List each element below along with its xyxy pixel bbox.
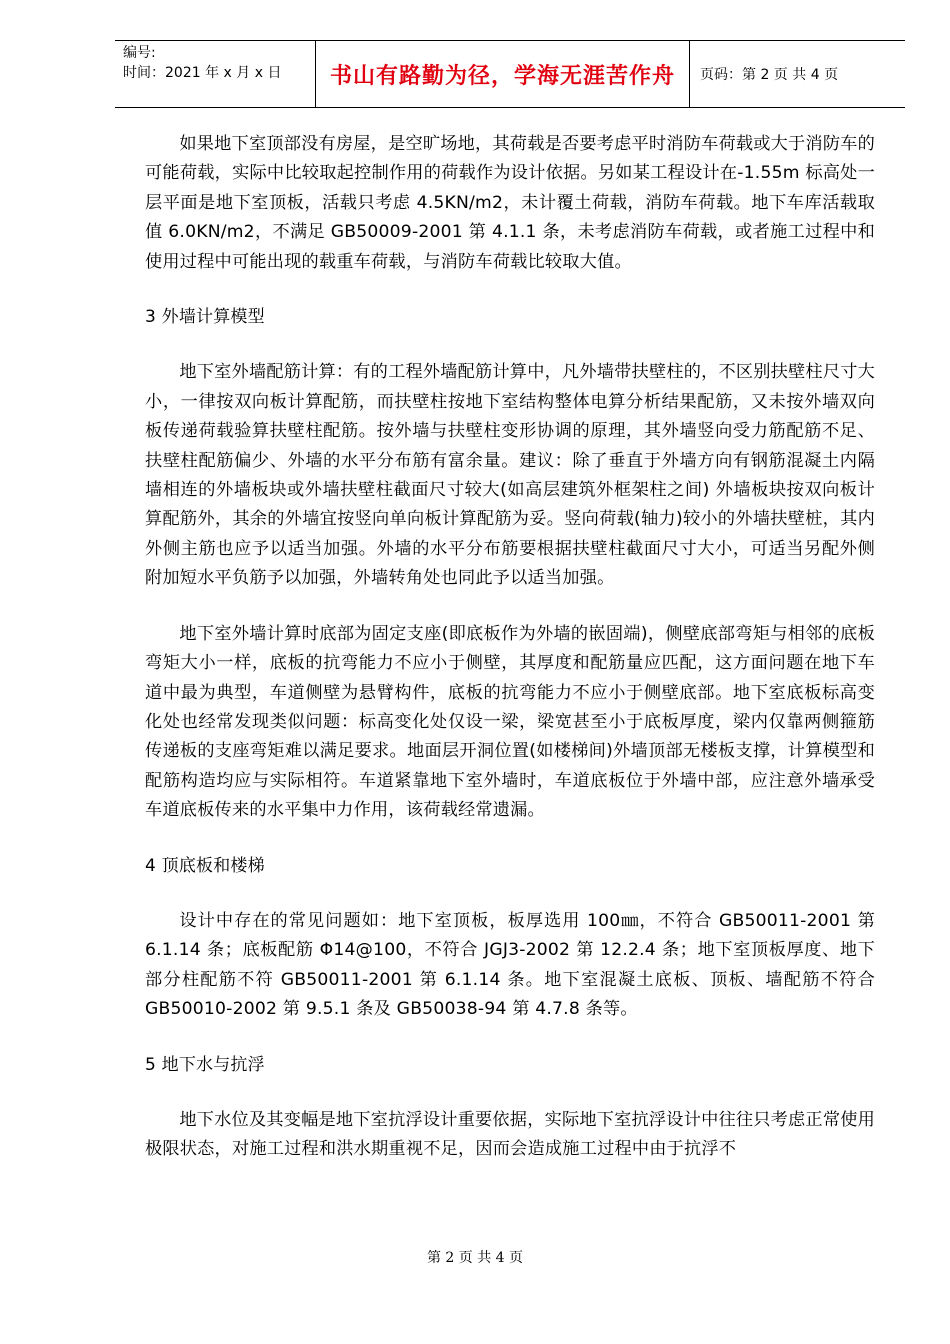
page-label: 页码：第 2 页 共 4 页 bbox=[700, 67, 839, 83]
time-label: 时间：2021 年 x 月 x 日 bbox=[123, 65, 282, 81]
number-label: 编号: bbox=[123, 45, 156, 61]
header-meta bbox=[115, 41, 315, 107]
section-heading-5: 5 地下水与抗浮 bbox=[145, 1054, 265, 1075]
section-heading-4: 4 顶底板和楼梯 bbox=[145, 855, 265, 876]
paragraph-5: 地下水位及其变幅是地下室抗浮设计重要依据，实际地下室抗浮设计中往往只考虑正常使用极限状态，对施工过程和洪水期重视不足，因而会造成施工过程中由于抗浮不 bbox=[145, 1109, 875, 1160]
paragraph-4: 设计中存在的常见问题如：地下室顶板，板厚选用 100㎜，不符合 GB50011-2001 第 6.1.14 条；底板配筋 Φ14@100，不符合 JGJ3-2002 第 12.2.4 条；地下室顶板厚度、地下部分柱配筋不符 GB50011-2001 第 6.1.14 条。地下室混凝土底板、顶板、墙配筋不符合 GB50010-2002 第 9.5.1 条及 GB50038-94 第 4.7.8 条等。 bbox=[145, 910, 875, 1020]
paragraph-2: 地下室外墙配筋计算：有的工程外墙配筋计算中，凡外墙带扶壁柱的，不区别扶壁柱尺寸大小，一律按双向板计算配筋，而扶壁柱按地下室结构整体电算分析结果配筋，又未按外墙双向板传递荷载验算扶壁柱配筋。按外墙与扶壁柱变形协调的原理，其外墙竖向受力筋配筋不足、扶壁柱配筋偏少、外墙的水平分布筋有富余量。建议：除了垂直于外墙方向有钢筋混凝土内隔墙相连的外墙板块或外墙扶壁柱截面尺寸较大(如高层建筑外框架柱之间) 外墙板块按双向板计算配筋外，其余的外墙宜按竖向单向板计算配筋为妥。竖向荷载(轴力)较小的外墙扶壁桩，其内外侧主筋也应予以适当加强。外墙的水平分布筋要根据扶壁柱截面尺寸大小，可适当另配外侧附加短水平负筋予以加强，外墙转角处也同此予以适当加强。 bbox=[145, 362, 875, 589]
page-header bbox=[115, 40, 905, 108]
motto: 书山有路勤为径，学海无涯苦作舟 bbox=[315, 41, 690, 107]
document-body bbox=[145, 130, 875, 1165]
page-footer: 第 2 页 共 4 页 bbox=[426, 1250, 524, 1266]
paragraph-1: 如果地下室顶部没有房屋，是空旷场地，其荷载是否要考虑平时消防车荷载或大于消防车的可能荷载，实际中比较取起控制作用的荷载作为设计依据。另如某工程设计在-1.55m 标高处一层平面是地下室顶板，活载只考虑 4.5KN/m2，未计覆土荷载，消防车荷载。地下车库活载取值 6.0KN/m2，不满足 GB50009-2001 第 4.1.1 条，未考虑消防车荷载，或者施工过程中和使用过程中可能出现的载重车荷载，与消防车荷载比较取大值。 bbox=[145, 134, 875, 272]
paragraph-3: 地下室外墙计算时底部为固定支座(即底板作为外墙的嵌固端)，侧壁底部弯矩与相邻的底板弯矩大小一样，底板的抗弯能力不应小于侧壁，其厚度和配筋量应匹配，这方面问题在地下车道中最为典型，车道侧壁为悬臂构件，底板的抗弯能力不应小于侧壁底部。地下室底板标高变化处也经常发现类似问题：标高变化处仅设一梁，梁宽甚至小于底板厚度，梁内仅靠两侧箍筋传递板的支座弯矩难以满足要求。地面层开洞位置(如楼梯间)外墙顶部无楼板支撑，计算模型和配筋构造均应与实际相符。车道紧靠地下室外墙时，车道底板位于外墙中部，应注意外墙承受车道底板传来的水平集中力作用，该荷载经常遗漏。 bbox=[145, 623, 875, 821]
section-heading-3: 3 外墙计算模型 bbox=[145, 307, 265, 328]
